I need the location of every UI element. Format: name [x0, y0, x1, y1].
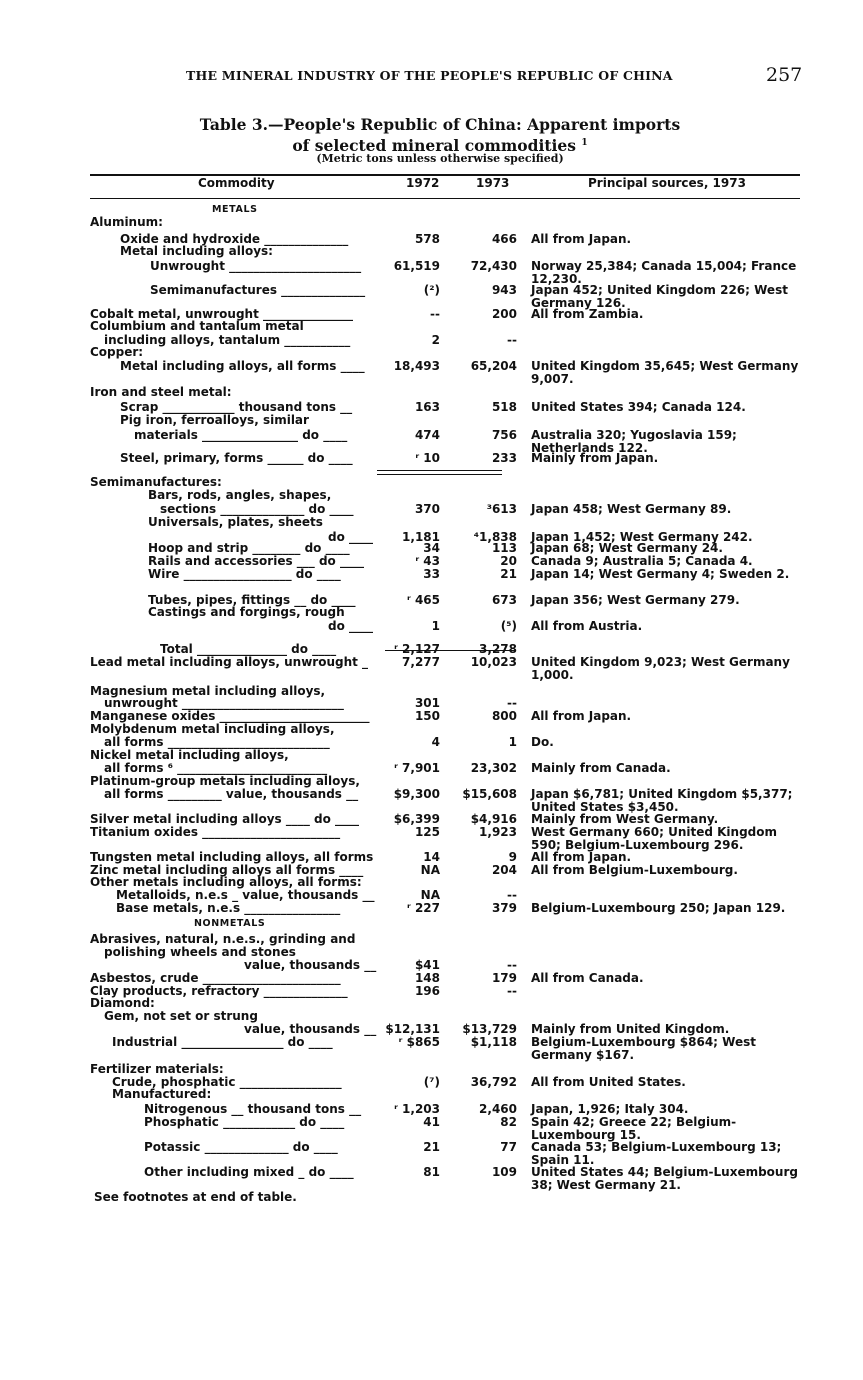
- sources-cell: West Germany 660; United Kingdom 590; Belgium-Luxembourg 296.: [531, 825, 778, 852]
- sources-cell: Japan 1,452; West Germany 242.: [531, 530, 753, 544]
- value-1973-cell: 943: [491, 283, 517, 297]
- commodity-cell: Crude, phosphatic _________________: [112, 1075, 342, 1089]
- commodity-cell: Iron and steel metal:: [90, 385, 232, 399]
- commodity-cell: Universals, plates, sheets: [148, 515, 323, 529]
- steel-double-rule-1: [377, 470, 502, 471]
- commodity-cell: Lead metal including alloys, unwrought _: [90, 655, 369, 669]
- commodity-cell: Nickel metal including alloys,: [90, 748, 289, 762]
- commodity-cell: Magnesium metal including alloys,: [90, 684, 326, 698]
- value-1972-cell: 81: [423, 1165, 440, 1179]
- value-1973-cell: ⁴1,838: [473, 530, 517, 544]
- sources-cell: Japan 14; West Germany 4; Sweden 2.: [531, 567, 790, 581]
- value-1972-cell: 148: [414, 971, 440, 985]
- value-1973-cell: 3,278: [479, 642, 517, 656]
- sources-cell: All from Japan.: [531, 850, 632, 864]
- value-1972-cell: 1: [431, 619, 440, 633]
- sources-cell: Mainly from Canada.: [531, 761, 671, 775]
- commodity-cell: Cobalt metal, unwrought _______________: [90, 307, 354, 321]
- sources-cell: All from Japan.: [531, 709, 632, 723]
- sources-cell: All from United States.: [531, 1075, 686, 1089]
- table-title-line-2-text: of selected mineral commodities: [292, 136, 576, 156]
- commodity-cell: Wire __________________ do ____: [148, 567, 341, 581]
- commodity-cell: Hoop and strip ________ do ____: [148, 541, 350, 555]
- header-rule: [90, 198, 800, 199]
- value-1973-cell: --: [507, 333, 517, 347]
- value-1972-cell: (²): [423, 283, 440, 297]
- value-1972-cell: --: [430, 307, 440, 321]
- value-1973-cell: 9: [508, 850, 517, 864]
- value-1973-cell: 518: [491, 400, 517, 414]
- sources-cell: Spain 42; Greece 22; Belgium-Luxembourg 15.: [531, 1115, 737, 1142]
- commodity-cell: Molybdenum metal including alloys,: [90, 722, 335, 736]
- commodity-cell: Industrial _________________ do ____: [112, 1035, 333, 1049]
- sources-cell: All from Canada.: [531, 971, 644, 985]
- sources-cell: Belgium-Luxembourg 250; Japan 129.: [531, 901, 786, 915]
- value-1972-cell: 4: [431, 735, 440, 749]
- sources-cell: All from Zambia.: [531, 307, 644, 321]
- sources-cell: United Kingdom 35,645; West Germany 9,007.: [531, 359, 799, 386]
- col-header-1973: 1973: [476, 176, 510, 190]
- sources-cell: Japan 458; West Germany 89.: [531, 502, 732, 516]
- sources-cell: All from Austria.: [531, 619, 643, 633]
- commodity-cell: Titanium oxides _______________________: [90, 825, 341, 839]
- value-1972-cell: ʳ $865: [398, 1035, 440, 1049]
- commodity-cell: do ____: [328, 619, 374, 633]
- sources-cell: All from Belgium-Luxembourg.: [531, 863, 738, 877]
- commodity-cell: all forms ⁶ _________________________: [104, 761, 328, 775]
- value-1973-cell: 800: [491, 709, 517, 723]
- commodity-cell: Manganese oxides _________________________: [90, 709, 370, 723]
- value-1973-cell: 673: [491, 593, 517, 607]
- value-1973-cell: --: [507, 984, 517, 998]
- value-1973-cell: 36,792: [470, 1075, 517, 1089]
- value-1973-cell: 204: [491, 863, 517, 877]
- value-1972-cell: $6,399: [393, 812, 440, 826]
- value-1973-cell: 65,204: [470, 359, 517, 373]
- commodity-cell: Silver metal including alloys ____ do ____: [90, 812, 360, 826]
- commodity-cell: Rails and accessories ___ do ____: [148, 554, 364, 568]
- value-1972-cell: ʳ 465: [406, 593, 440, 607]
- commodity-cell: Platinum-group metals including alloys,: [90, 774, 360, 788]
- sources-cell: United States 44; Belgium-Luxembourg 38; West Germany 21.: [531, 1165, 798, 1192]
- commodity-cell: Semimanufactures ______________: [150, 283, 366, 297]
- footnote-reference: See footnotes at end of table.: [94, 1190, 297, 1204]
- sources-cell: Norway 25,384; Canada 15,004; France 12,230.: [531, 259, 797, 286]
- sources-cell: Canada 9; Australia 5; Canada 4.: [531, 554, 753, 568]
- value-1972-cell: ʳ 1,203: [394, 1102, 440, 1116]
- value-1973-cell: 82: [500, 1115, 517, 1129]
- col-header-sources: Principal sources, 1973: [588, 176, 746, 190]
- value-1972-cell: 301: [414, 696, 440, 710]
- sources-cell: Japan, 1,926; Italy 304.: [531, 1102, 689, 1116]
- commodity-cell: Phosphatic ____________ do ____: [144, 1115, 345, 1129]
- commodity-cell: materials ________________ do ____: [134, 428, 348, 442]
- commodity-cell: Fertilizer materials:: [90, 1062, 224, 1076]
- value-1973-cell: 20: [500, 554, 517, 568]
- commodity-cell: Oxide and hydroxide ______________: [120, 232, 349, 246]
- value-1972-cell: 163: [414, 400, 440, 414]
- table-title-line-1: Table 3.—People's Republic of China: Apparent imports: [199, 115, 681, 134]
- commodity-cell: Pig iron, ferroalloys, similar: [120, 413, 309, 427]
- value-1972-cell: $9,300: [393, 787, 440, 801]
- value-1972-cell: ʳ 7,901: [394, 761, 440, 775]
- table-title-footnote: 1: [581, 138, 588, 148]
- value-1973-cell: $4,916: [470, 812, 517, 826]
- sources-cell: Mainly from West Germany.: [531, 812, 719, 826]
- value-1973-cell: 21: [500, 567, 517, 581]
- commodity-cell: Gem, not set or strung: [104, 1009, 258, 1023]
- sources-cell: United Kingdom 9,023; West Germany 1,000.: [531, 655, 790, 682]
- value-1973-cell: ³613: [486, 502, 517, 516]
- value-1972-cell: 474: [414, 428, 440, 442]
- value-1973-cell: 2,460: [479, 1102, 517, 1116]
- commodity-cell: Base metals, n.e.s ________________: [116, 901, 341, 915]
- value-1973-cell: --: [507, 958, 517, 972]
- commodity-cell: Steel, primary, forms ______ do ____: [120, 451, 353, 465]
- commodity-cell: Columbium and tantalum metal: [90, 319, 304, 333]
- running-title: THE MINERAL INDUSTRY OF THE PEOPLE'S REPUBLIC OF CHINA: [186, 68, 673, 83]
- commodity-cell: unwrought ___________________________: [104, 696, 344, 710]
- commodity-cell: including alloys, tantalum ___________: [104, 333, 351, 347]
- value-1972-cell: 125: [414, 825, 440, 839]
- value-1972-cell: $12,131: [385, 1022, 440, 1036]
- value-1972-cell: 7,277: [402, 655, 440, 669]
- commodity-cell: Metal including alloys, all forms ____: [120, 359, 365, 373]
- sources-cell: All from Japan.: [531, 232, 632, 246]
- commodity-cell: Zinc metal including alloys all forms ____: [90, 863, 364, 877]
- section-label-nonmetals: NONMETALS: [194, 918, 266, 929]
- value-1973-cell: (⁵): [500, 619, 517, 633]
- value-1972-cell: ʳ 10: [415, 451, 440, 465]
- value-1973-cell: 1,923: [479, 825, 517, 839]
- commodity-cell: Potassic ______________ do ____: [144, 1140, 338, 1154]
- value-1973-cell: 233: [491, 451, 517, 465]
- value-1973-cell: 200: [491, 307, 517, 321]
- value-1973-cell: 77: [500, 1140, 517, 1154]
- sources-cell: Do.: [531, 735, 554, 749]
- value-1972-cell: 14: [423, 850, 440, 864]
- value-1973-cell: 466: [491, 232, 517, 246]
- value-1972-cell: NA: [420, 888, 440, 902]
- value-1973-cell: $1,118: [470, 1035, 517, 1049]
- commodity-cell: Semimanufactures:: [90, 475, 222, 489]
- value-1972-cell: 370: [414, 502, 440, 516]
- value-1973-cell: 113: [491, 541, 517, 555]
- value-1972-cell: ʳ 2,127: [394, 642, 440, 656]
- value-1972-cell: 578: [414, 232, 440, 246]
- sources-cell: Japan 356; West Germany 279.: [531, 593, 740, 607]
- sources-cell: Japan 68; West Germany 24.: [531, 541, 723, 555]
- sources-cell: Australia 320; Yugoslavia 159; Netherlands 122.: [531, 428, 737, 455]
- commodity-cell: Clay products, refractory ______________: [90, 984, 348, 998]
- value-1973-cell: --: [507, 696, 517, 710]
- commodity-cell: polishing wheels and stones: [104, 945, 296, 959]
- commodity-cell: Unwrought ______________________: [150, 259, 362, 273]
- sources-cell: United States 394; Canada 124.: [531, 400, 746, 414]
- table-subtitle: (Metric tons unless otherwise specified): [316, 152, 564, 165]
- commodity-cell: Tubes, pipes, fittings __ do ____: [148, 593, 356, 607]
- sources-cell: Mainly from United Kingdom.: [531, 1022, 730, 1036]
- commodity-cell: do ____: [328, 530, 374, 544]
- commodity-cell: Aluminum:: [90, 215, 163, 229]
- sources-cell: Mainly from Japan.: [531, 451, 659, 465]
- commodity-cell: all forms ___________________________: [104, 735, 330, 749]
- commodity-cell: Total _______________ do ____: [160, 642, 337, 656]
- commodity-cell: Scrap ____________ thousand tons __: [120, 400, 353, 414]
- sources-cell: Belgium-Luxembourg $864; West Germany $167.: [531, 1035, 756, 1062]
- value-1973-cell: 10,023: [470, 655, 517, 669]
- value-1972-cell: 21: [423, 1140, 440, 1154]
- commodity-cell: Metal including alloys:: [120, 244, 273, 258]
- value-1973-cell: --: [507, 888, 517, 902]
- value-1972-cell: ʳ 43: [415, 554, 440, 568]
- commodity-cell: Other metals including alloys, all forms:: [90, 875, 362, 889]
- commodity-cell: Castings and forgings, rough: [148, 605, 345, 619]
- value-1972-cell: $41: [414, 958, 440, 972]
- commodity-cell: Manufactured:: [112, 1087, 212, 1101]
- value-1972-cell: ʳ 227: [406, 901, 440, 915]
- value-1972-cell: 41: [423, 1115, 440, 1129]
- commodity-cell: Nitrogenous __ thousand tons __: [144, 1102, 362, 1116]
- value-1973-cell: 1: [508, 735, 517, 749]
- sources-cell: Canada 53; Belgium-Luxembourg 13; Spain 11.: [531, 1140, 782, 1167]
- sources-cell: Japan $6,781; United Kingdom $5,377; United States $3,450.: [531, 787, 793, 814]
- commodity-cell: value, thousands __: [244, 1022, 377, 1036]
- commodity-cell: sections ______________ do ____: [160, 502, 354, 516]
- commodity-cell: value, thousands __: [244, 958, 377, 972]
- commodity-cell: Diamond:: [90, 996, 155, 1010]
- value-1972-cell: 2: [431, 333, 440, 347]
- commodity-cell: Other including mixed _ do ____: [144, 1165, 354, 1179]
- value-1973-cell: 72,430: [470, 259, 517, 273]
- value-1973-cell: $13,729: [462, 1022, 517, 1036]
- commodity-cell: Bars, rods, angles, shapes,: [148, 488, 332, 502]
- value-1972-cell: 150: [414, 709, 440, 723]
- value-1972-cell: 1,181: [402, 530, 440, 544]
- value-1972-cell: (⁷): [423, 1075, 440, 1089]
- value-1973-cell: $15,608: [462, 787, 517, 801]
- section-label-metals: METALS: [212, 204, 258, 215]
- value-1972-cell: NA: [420, 863, 440, 877]
- commodity-cell: Copper:: [90, 345, 144, 359]
- col-header-1972: 1972: [406, 176, 440, 190]
- commodity-cell: Asbestos, crude _______________________: [90, 971, 341, 985]
- value-1972-cell: 18,493: [393, 359, 440, 373]
- value-1972-cell: 196: [414, 984, 440, 998]
- value-1972-cell: 61,519: [393, 259, 440, 273]
- value-1972-cell: 34: [423, 541, 440, 555]
- value-1973-cell: 756: [491, 428, 517, 442]
- value-1973-cell: 109: [491, 1165, 517, 1179]
- steel-double-rule-2: [377, 474, 502, 475]
- sources-cell: Japan 452; United Kingdom 226; West Germany 126.: [531, 283, 788, 310]
- value-1973-cell: 179: [491, 971, 517, 985]
- commodity-cell: all forms _________ value, thousands __: [104, 787, 359, 801]
- value-1972-cell: 33: [423, 567, 440, 581]
- value-1973-cell: 379: [491, 901, 517, 915]
- table-title: [180, 115, 700, 155]
- running-header: [0, 64, 863, 88]
- page-number: 257: [766, 64, 803, 86]
- value-1973-cell: 23,302: [470, 761, 517, 775]
- commodity-cell: Abrasives, natural, n.e.s., grinding and: [90, 932, 356, 946]
- commodity-cell: Tungsten metal including alloys, all forms: [90, 850, 374, 864]
- col-header-commodity: Commodity: [198, 176, 275, 190]
- commodity-cell: Metalloids, n.e.s _ value, thousands __: [116, 888, 375, 902]
